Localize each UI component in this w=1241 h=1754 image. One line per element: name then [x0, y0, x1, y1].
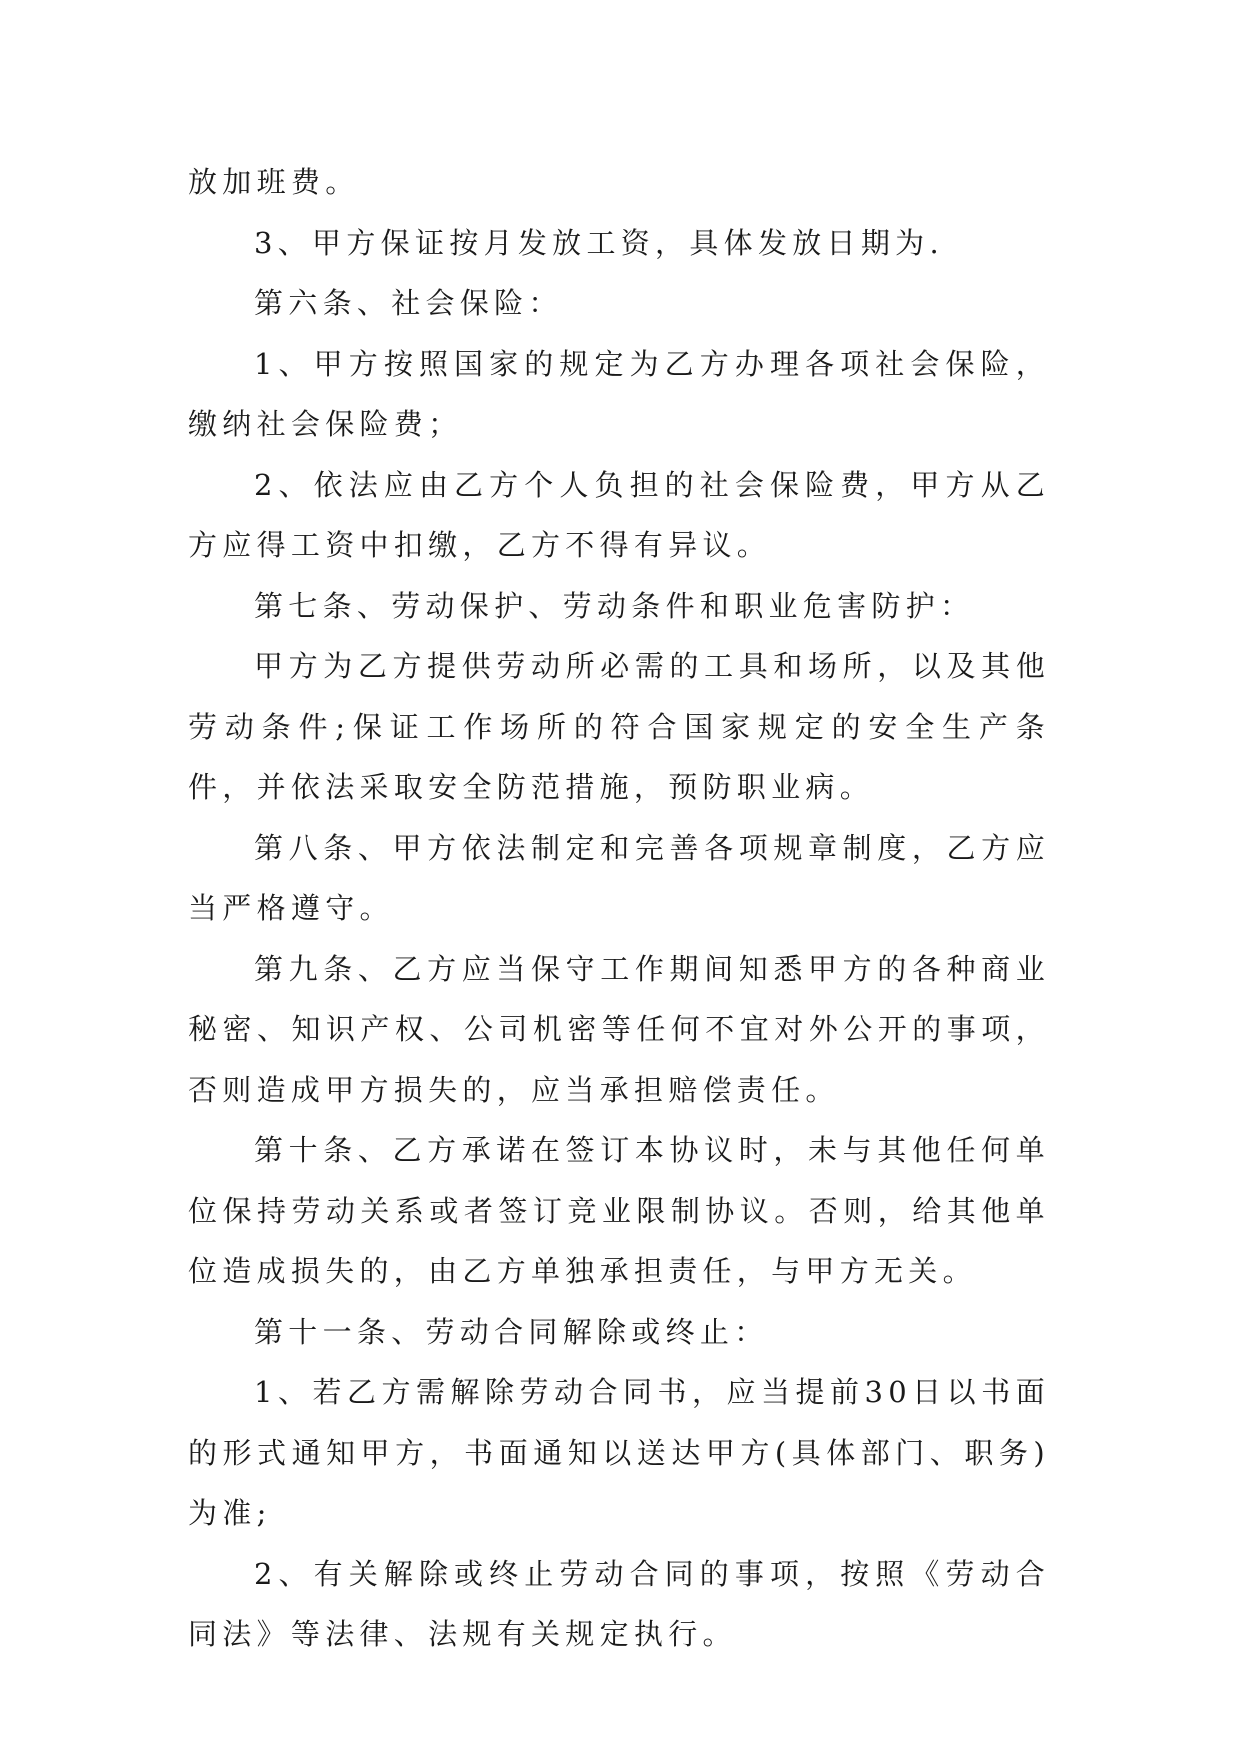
article-6-item-2: 2、依法应由乙方个人负担的社会保险费，甲方从乙方应得工资中扣缴，乙方不得有异议。 — [188, 467, 1050, 562]
article-10: 第十条、乙方承诺在签订本协议时，未与其他任何单位保持劳动关系或者签订竞业限制协议。否则，给其他单位造成损失的，由乙方单独承担责任，与甲方无关。 — [188, 1133, 1050, 1288]
article-11-item-1: 1、若乙方需解除劳动合同书，应当提前30日以书面的形式通知甲方，书面通知以送达甲方(具体部门、职务)为准; — [188, 1375, 1050, 1530]
article-7-body: 甲方为乙方提供劳动所必需的工具和场所，以及其他劳动条件;保证工作场所的符合国家规定的安全生产条件，并依法采取安全防范措施，预防职业病。 — [188, 649, 1050, 804]
article-6-heading: 第六条、社会保险： — [254, 286, 563, 320]
article-11-heading: 第十一条、劳动合同解除或终止： — [254, 1314, 769, 1349]
document-body — [188, 152, 1050, 1665]
paragraph-overtime-pay-continued: 放加班费。 — [188, 165, 360, 199]
article-11-item-2: 2、有关解除或终止劳动合同的事项，按照《劳动合同法》等法律、法规有关规定执行。 — [188, 1556, 1050, 1651]
article-8: 第八条、甲方依法制定和完善各项规章制度，乙方应当严格遵守。 — [188, 830, 1050, 925]
paragraph-monthly-wage: 3、甲方保证按月发放工资，具体发放日期为. — [254, 225, 944, 260]
article-9: 第九条、乙方应当保守工作期间知悉甲方的各种商业秘密、知识产权、公司机密等任何不宜对外公开的事项，否则造成甲方损失的，应当承担赔偿责任。 — [188, 951, 1050, 1107]
article-6-item-1: 1、甲方按照国家的规定为乙方办理各项社会保险，缴纳社会保险费； — [188, 346, 1050, 441]
article-7-heading: 第七条、劳动保护、劳动条件和职业危害防护： — [254, 588, 975, 623]
